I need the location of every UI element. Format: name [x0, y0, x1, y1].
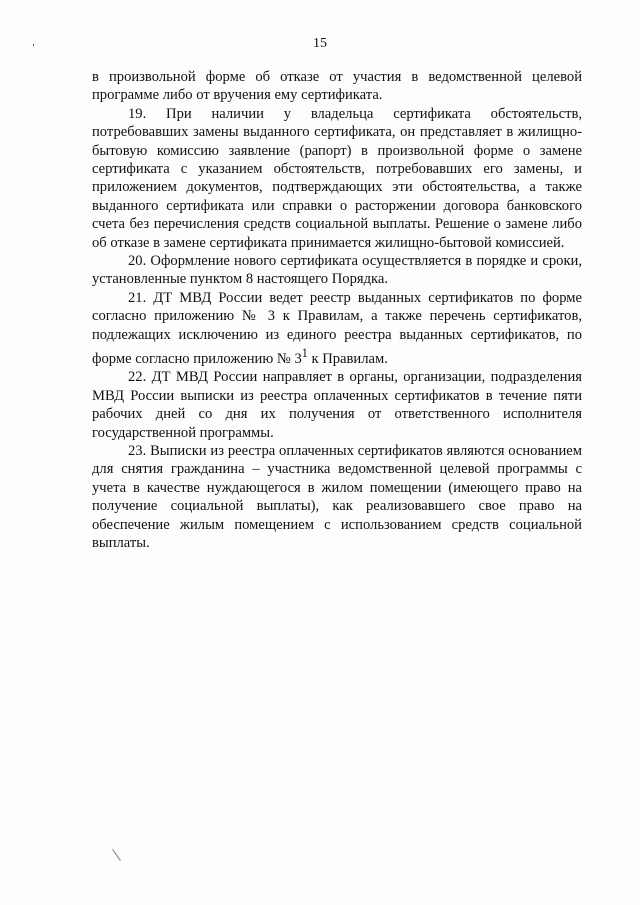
paragraph-19: 19. При наличии у владельца сертификата обстоятельств, потребовавших замены выданного сертификата, он представляет в жилищно-бытовую комиссию заявление (рапорт) в произвольной форме о замене сертификата с указанием обстоятельств, потребовавших его замены, и приложением документов, подтверждающих эти обстоятельства, а также выданного сертификата или справки о расторжении договора банковского счета без перечисления средств социальной выплаты. Решение о замене либо об отказе в замене сертификата принимается жилищно-бытовой комиссией.	[92, 105, 582, 251]
paragraph-21-text-end: к Правилам.	[307, 350, 388, 367]
scan-speck-mark	[112, 849, 121, 861]
paragraph-20: 20. Оформление нового сертификата осуществляется в порядке и сроки, установленные пунктом 8 настоящего Порядка.	[92, 253, 582, 288]
paragraph-continuation: в произвольной форме об отказе от участия в ведомственной целевой программе либо от вручения ему сертификата.	[92, 69, 582, 104]
page-number: 15	[313, 36, 327, 51]
paragraph-23: 23. Выписки из реестра оплаченных сертификатов являются основанием для снятия гражданина – участника ведомственной целевой программы с учета в качестве нуждающегося в жилом помещении (имеющего право на получение социальной выплаты), как реализовавшего свое право на обеспечение жилым помещением с использованием средств социальной выплаты.	[92, 442, 582, 552]
paragraph-21-superscript: 1	[301, 346, 308, 361]
paragraph-21	[92, 289, 582, 368]
paragraph-21-text: 21. ДТ МВД России ведет реестр выданных сертификатов по форме согласно приложению № 3 к Правилам, а также перечень сертификатов, подлежащих исключению из единого реестра выданных сертификатов, по форме согласно приложению № 3	[92, 289, 582, 367]
document-body	[92, 68, 582, 552]
paragraph-22: 22. ДТ МВД России направляет в органы, организации, подразделения МВД России выписки из реестра оплаченных сертификатов в течение пяти рабочих дней со дня их получения от ответственного исполнителя государственной программы.	[92, 369, 582, 441]
